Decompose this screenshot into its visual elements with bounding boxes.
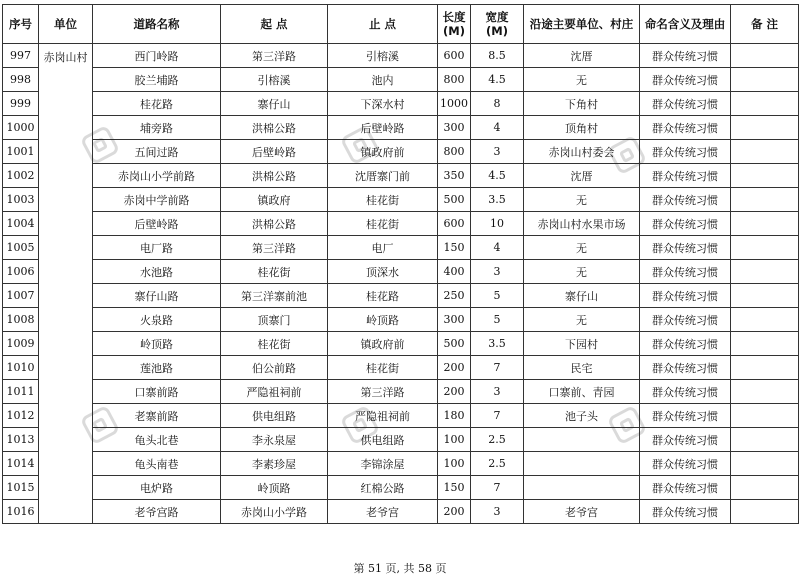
cell-meaning: 群众传统习惯 bbox=[640, 284, 731, 308]
table-row bbox=[3, 428, 799, 452]
cell-length: 200 bbox=[438, 356, 471, 380]
table-row bbox=[3, 452, 799, 476]
cell-end: 后壁岭路 bbox=[328, 116, 438, 140]
table-row bbox=[3, 500, 799, 524]
cell-road: 胶兰埔路 bbox=[93, 68, 221, 92]
cell-along: 赤岗山村水果市场 bbox=[524, 212, 640, 236]
cell-remark bbox=[731, 116, 799, 140]
cell-meaning: 群众传统习惯 bbox=[640, 212, 731, 236]
header-along: 沿途主要单位、村庄 bbox=[524, 5, 640, 44]
cell-length: 300 bbox=[438, 116, 471, 140]
cell-seq: 998 bbox=[3, 68, 39, 92]
cell-length: 500 bbox=[438, 332, 471, 356]
cell-start: 供电组路 bbox=[221, 404, 328, 428]
cell-end: 引榕溪 bbox=[328, 44, 438, 68]
cell-width: 8.5 bbox=[471, 44, 524, 68]
cell-along bbox=[524, 476, 640, 500]
table-row bbox=[3, 284, 799, 308]
table-body bbox=[3, 44, 799, 524]
cell-width: 7 bbox=[471, 476, 524, 500]
cell-length: 180 bbox=[438, 404, 471, 428]
cell-seq: 1011 bbox=[3, 380, 39, 404]
cell-width: 3 bbox=[471, 140, 524, 164]
cell-along: 沈厝 bbox=[524, 44, 640, 68]
cell-start: 第三洋路 bbox=[221, 236, 328, 260]
header-width: 宽度 (M) bbox=[471, 5, 524, 44]
cell-meaning: 群众传统习惯 bbox=[640, 164, 731, 188]
header-end: 止 点 bbox=[328, 5, 438, 44]
cell-along: 下园村 bbox=[524, 332, 640, 356]
cell-remark bbox=[731, 356, 799, 380]
cell-end: 第三洋路 bbox=[328, 380, 438, 404]
cell-width: 4 bbox=[471, 116, 524, 140]
cell-meaning: 群众传统习惯 bbox=[640, 380, 731, 404]
cell-end: 红棉公路 bbox=[328, 476, 438, 500]
header-remark: 备 注 bbox=[731, 5, 799, 44]
cell-end: 池内 bbox=[328, 68, 438, 92]
cell-length: 250 bbox=[438, 284, 471, 308]
cell-width: 4.5 bbox=[471, 68, 524, 92]
cell-end: 桂花路 bbox=[328, 284, 438, 308]
cell-start: 严隐祖祠前 bbox=[221, 380, 328, 404]
cell-along: 口寨前、青园 bbox=[524, 380, 640, 404]
cell-start: 伯公前路 bbox=[221, 356, 328, 380]
cell-remark bbox=[731, 284, 799, 308]
cell-meaning: 群众传统习惯 bbox=[640, 140, 731, 164]
cell-road: 埔旁路 bbox=[93, 116, 221, 140]
cell-road: 莲池路 bbox=[93, 356, 221, 380]
cell-end: 岭顶路 bbox=[328, 308, 438, 332]
table-row bbox=[3, 236, 799, 260]
cell-road: 岭顶路 bbox=[93, 332, 221, 356]
cell-length: 1000 bbox=[438, 92, 471, 116]
cell-start: 洪棉公路 bbox=[221, 164, 328, 188]
cell-length: 150 bbox=[438, 236, 471, 260]
cell-road: 电厂路 bbox=[93, 236, 221, 260]
cell-width: 3 bbox=[471, 500, 524, 524]
cell-seq: 1006 bbox=[3, 260, 39, 284]
cell-end: 桂花街 bbox=[328, 212, 438, 236]
cell-road: 口寨前路 bbox=[93, 380, 221, 404]
cell-along: 无 bbox=[524, 260, 640, 284]
header-meaning: 命名含义及理由 bbox=[640, 5, 731, 44]
cell-seq: 1005 bbox=[3, 236, 39, 260]
cell-length: 300 bbox=[438, 308, 471, 332]
cell-meaning: 群众传统习惯 bbox=[640, 500, 731, 524]
table-row bbox=[3, 164, 799, 188]
cell-along: 老爷宫 bbox=[524, 500, 640, 524]
cell-seq: 1000 bbox=[3, 116, 39, 140]
cell-seq: 999 bbox=[3, 92, 39, 116]
cell-end: 下深水村 bbox=[328, 92, 438, 116]
cell-width: 4 bbox=[471, 236, 524, 260]
cell-meaning: 群众传统习惯 bbox=[640, 188, 731, 212]
cell-remark bbox=[731, 476, 799, 500]
cell-length: 600 bbox=[438, 44, 471, 68]
table-row bbox=[3, 380, 799, 404]
cell-meaning: 群众传统习惯 bbox=[640, 116, 731, 140]
cell-remark bbox=[731, 308, 799, 332]
cell-length: 500 bbox=[438, 188, 471, 212]
cell-end: 老爷宫 bbox=[328, 500, 438, 524]
header-start: 起 点 bbox=[221, 5, 328, 44]
cell-seq: 1009 bbox=[3, 332, 39, 356]
cell-along: 赤岗山村委会 bbox=[524, 140, 640, 164]
cell-seq: 997 bbox=[3, 44, 39, 68]
cell-along: 无 bbox=[524, 188, 640, 212]
cell-start: 洪棉公路 bbox=[221, 212, 328, 236]
cell-meaning: 群众传统习惯 bbox=[640, 308, 731, 332]
cell-length: 400 bbox=[438, 260, 471, 284]
cell-end: 桂花街 bbox=[328, 356, 438, 380]
cell-start: 桂花街 bbox=[221, 332, 328, 356]
page-footer: 第 51 页, 共 58 页 bbox=[353, 562, 447, 575]
cell-meaning: 群众传统习惯 bbox=[640, 452, 731, 476]
table-row bbox=[3, 92, 799, 116]
cell-seq: 1003 bbox=[3, 188, 39, 212]
cell-start: 第三洋寨前池 bbox=[221, 284, 328, 308]
cell-length: 200 bbox=[438, 500, 471, 524]
cell-length: 600 bbox=[438, 212, 471, 236]
cell-meaning: 群众传统习惯 bbox=[640, 260, 731, 284]
table-row bbox=[3, 188, 799, 212]
cell-meaning: 群众传统习惯 bbox=[640, 356, 731, 380]
cell-length: 150 bbox=[438, 476, 471, 500]
cell-width: 5 bbox=[471, 308, 524, 332]
cell-end: 李锦涂屋 bbox=[328, 452, 438, 476]
cell-start: 第三洋路 bbox=[221, 44, 328, 68]
cell-road: 桂花路 bbox=[93, 92, 221, 116]
cell-road: 后壁岭路 bbox=[93, 212, 221, 236]
cell-width: 3.5 bbox=[471, 332, 524, 356]
cell-remark bbox=[731, 500, 799, 524]
cell-along: 无 bbox=[524, 236, 640, 260]
cell-length: 200 bbox=[438, 380, 471, 404]
cell-along: 民宅 bbox=[524, 356, 640, 380]
table-header bbox=[3, 5, 799, 44]
table-row bbox=[3, 212, 799, 236]
document-page bbox=[2, 4, 798, 524]
table-row bbox=[3, 44, 799, 68]
cell-length: 100 bbox=[438, 452, 471, 476]
table-row bbox=[3, 332, 799, 356]
header-length: 长度 (M) bbox=[438, 5, 471, 44]
cell-seq: 1007 bbox=[3, 284, 39, 308]
cell-remark bbox=[731, 212, 799, 236]
road-naming-table bbox=[2, 4, 799, 524]
cell-width: 3 bbox=[471, 260, 524, 284]
cell-remark bbox=[731, 140, 799, 164]
cell-meaning: 群众传统习惯 bbox=[640, 68, 731, 92]
cell-start: 桂花街 bbox=[221, 260, 328, 284]
cell-remark bbox=[731, 188, 799, 212]
cell-width: 2.5 bbox=[471, 428, 524, 452]
cell-seq: 1004 bbox=[3, 212, 39, 236]
cell-seq: 1016 bbox=[3, 500, 39, 524]
cell-width: 8 bbox=[471, 92, 524, 116]
cell-start: 镇政府 bbox=[221, 188, 328, 212]
cell-road: 龟头北巷 bbox=[93, 428, 221, 452]
cell-along: 无 bbox=[524, 308, 640, 332]
cell-seq: 1002 bbox=[3, 164, 39, 188]
cell-road: 赤岗中学前路 bbox=[93, 188, 221, 212]
cell-width: 4.5 bbox=[471, 164, 524, 188]
cell-unit: 赤岗山村 bbox=[39, 44, 93, 524]
cell-seq: 1012 bbox=[3, 404, 39, 428]
table-row bbox=[3, 116, 799, 140]
cell-remark bbox=[731, 452, 799, 476]
table-row bbox=[3, 140, 799, 164]
cell-along: 下角村 bbox=[524, 92, 640, 116]
cell-seq: 1008 bbox=[3, 308, 39, 332]
table-row bbox=[3, 356, 799, 380]
cell-end: 镇政府前 bbox=[328, 332, 438, 356]
cell-end: 严隐祖祠前 bbox=[328, 404, 438, 428]
cell-width: 3 bbox=[471, 380, 524, 404]
cell-remark bbox=[731, 164, 799, 188]
header-road-name: 道路名称 bbox=[93, 5, 221, 44]
cell-remark bbox=[731, 428, 799, 452]
cell-along: 沈厝 bbox=[524, 164, 640, 188]
cell-start: 岭顶路 bbox=[221, 476, 328, 500]
table-row bbox=[3, 308, 799, 332]
cell-road: 五间过路 bbox=[93, 140, 221, 164]
header-unit: 单位 bbox=[39, 5, 93, 44]
cell-along: 无 bbox=[524, 68, 640, 92]
cell-start: 赤岗山小学路 bbox=[221, 500, 328, 524]
cell-along bbox=[524, 452, 640, 476]
cell-width: 7 bbox=[471, 356, 524, 380]
cell-along: 寨仔山 bbox=[524, 284, 640, 308]
cell-meaning: 群众传统习惯 bbox=[640, 476, 731, 500]
cell-seq: 1013 bbox=[3, 428, 39, 452]
cell-end: 沈厝寨门前 bbox=[328, 164, 438, 188]
cell-remark bbox=[731, 92, 799, 116]
cell-remark bbox=[731, 236, 799, 260]
cell-start: 引榕溪 bbox=[221, 68, 328, 92]
cell-seq: 1014 bbox=[3, 452, 39, 476]
cell-length: 350 bbox=[438, 164, 471, 188]
cell-remark bbox=[731, 380, 799, 404]
cell-width: 2.5 bbox=[471, 452, 524, 476]
header-seq: 序号 bbox=[3, 5, 39, 44]
cell-seq: 1010 bbox=[3, 356, 39, 380]
table-row bbox=[3, 404, 799, 428]
cell-meaning: 群众传统习惯 bbox=[640, 44, 731, 68]
cell-road: 火泉路 bbox=[93, 308, 221, 332]
cell-road: 西门岭路 bbox=[93, 44, 221, 68]
cell-meaning: 群众传统习惯 bbox=[640, 428, 731, 452]
cell-remark bbox=[731, 68, 799, 92]
cell-start: 后壁岭路 bbox=[221, 140, 328, 164]
cell-seq: 1015 bbox=[3, 476, 39, 500]
cell-length: 100 bbox=[438, 428, 471, 452]
cell-start: 顶寨门 bbox=[221, 308, 328, 332]
cell-end: 顶深水 bbox=[328, 260, 438, 284]
cell-along: 顶角村 bbox=[524, 116, 640, 140]
cell-road: 老寨前路 bbox=[93, 404, 221, 428]
cell-remark bbox=[731, 260, 799, 284]
cell-road: 寨仔山路 bbox=[93, 284, 221, 308]
cell-road: 电炉路 bbox=[93, 476, 221, 500]
cell-along bbox=[524, 428, 640, 452]
cell-width: 5 bbox=[471, 284, 524, 308]
cell-start: 李永泉屋 bbox=[221, 428, 328, 452]
cell-road: 龟头南巷 bbox=[93, 452, 221, 476]
cell-width: 7 bbox=[471, 404, 524, 428]
cell-remark bbox=[731, 332, 799, 356]
cell-seq: 1001 bbox=[3, 140, 39, 164]
cell-width: 3.5 bbox=[471, 188, 524, 212]
cell-road: 老爷宫路 bbox=[93, 500, 221, 524]
table-row bbox=[3, 260, 799, 284]
cell-width: 10 bbox=[471, 212, 524, 236]
table-row bbox=[3, 68, 799, 92]
cell-start: 寨仔山 bbox=[221, 92, 328, 116]
cell-meaning: 群众传统习惯 bbox=[640, 404, 731, 428]
cell-along: 池子头 bbox=[524, 404, 640, 428]
cell-length: 800 bbox=[438, 68, 471, 92]
cell-road: 赤岗山小学前路 bbox=[93, 164, 221, 188]
cell-remark bbox=[731, 44, 799, 68]
cell-meaning: 群众传统习惯 bbox=[640, 92, 731, 116]
cell-end: 供电组路 bbox=[328, 428, 438, 452]
cell-end: 电厂 bbox=[328, 236, 438, 260]
cell-start: 洪棉公路 bbox=[221, 116, 328, 140]
cell-meaning: 群众传统习惯 bbox=[640, 332, 731, 356]
cell-length: 800 bbox=[438, 140, 471, 164]
cell-end: 桂花街 bbox=[328, 188, 438, 212]
cell-road: 水池路 bbox=[93, 260, 221, 284]
table-row bbox=[3, 476, 799, 500]
cell-end: 镇政府前 bbox=[328, 140, 438, 164]
cell-meaning: 群众传统习惯 bbox=[640, 236, 731, 260]
cell-remark bbox=[731, 404, 799, 428]
cell-start: 李素珍屋 bbox=[221, 452, 328, 476]
